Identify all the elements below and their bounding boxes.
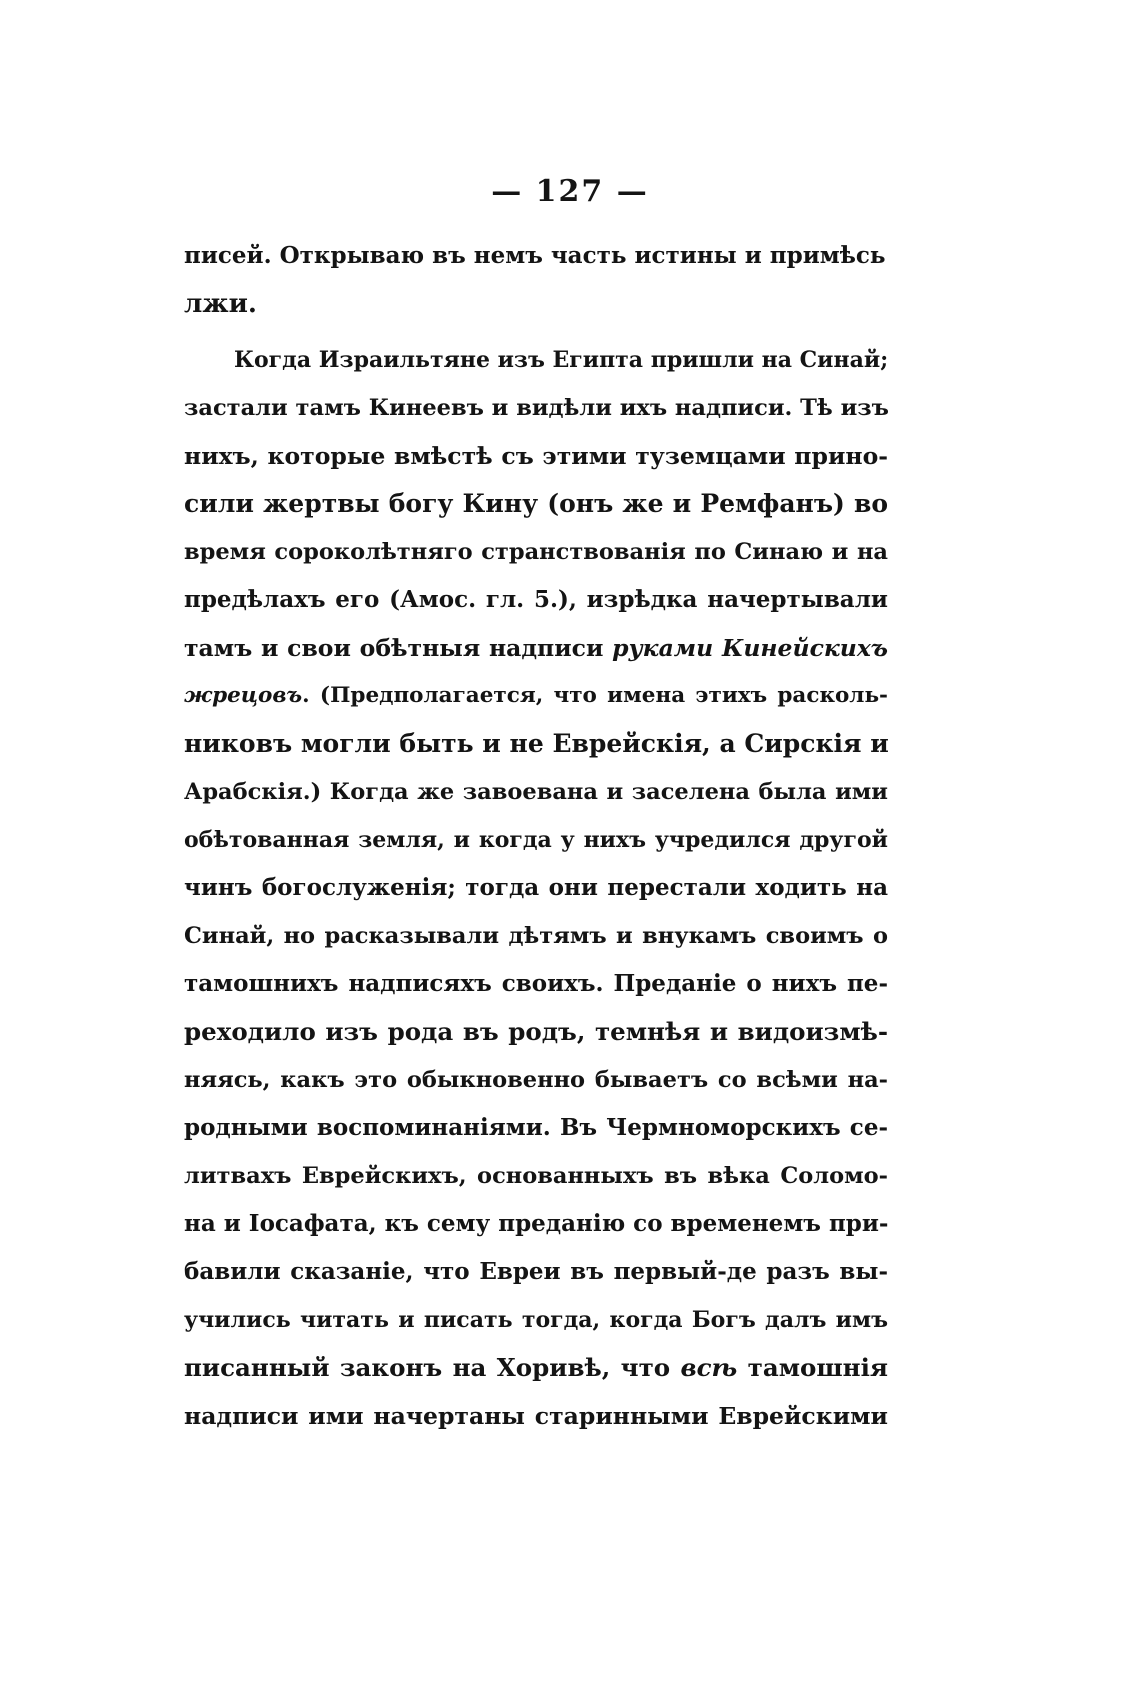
text-line: чинъ богослуженія; тогда они перестали ходить на	[184, 874, 888, 901]
text-line: лжи.	[184, 289, 257, 319]
text-line: бавили сказаніе, что Евреи въ первый-де разъ вы-	[184, 1258, 888, 1285]
body-text	[184, 232, 888, 1440]
text-line: никовъ могли быть и не Еврейскія, а Сирскія и	[184, 729, 889, 758]
text-line: надписи ими начертаны старинными Еврейскими	[184, 1402, 888, 1430]
paragraph-first-line: Когда Израильтяне изъ Египта пришли на Синай;	[234, 347, 889, 373]
text-line: учились читать и писать тогда, когда Богъ далъ имъ	[184, 1307, 888, 1333]
text-line: сили жертвы богу Кину (онъ же и Ремфанъ) во	[184, 489, 888, 518]
text-line: обѣтованная земля, и когда у нихъ учредился другой	[184, 827, 888, 853]
text-line: на и Іосафата, къ сему преданію со временемъ при-	[184, 1210, 889, 1237]
text-line: нихъ, которые вмѣстѣ съ этими туземцами прино-	[184, 442, 888, 470]
text-line: тамошнихъ надписяхъ своихъ. Преданіе о нихъ пе-	[184, 970, 888, 997]
text-line: писей. Открываю въ немъ часть истины и примѣсь	[184, 242, 886, 269]
text-line: предѣлахъ его (Амос. гл. 5.), изрѣдка начертывали	[184, 586, 888, 613]
text-line: время сороколѣтняго странствованія по Синаю и на	[184, 539, 888, 565]
text-line: родными воспоминаніями. Въ Чермноморскихъ се-	[184, 1114, 888, 1141]
text-line: жрецовъ. (Предполагается, что имена этихъ расколь-	[184, 683, 888, 708]
text-line: писанный законъ на Хоривѣ, что всѣ тамошнія	[184, 1353, 888, 1382]
italic-phrase: всѣ	[680, 1353, 738, 1382]
text-line: застали тамъ Кинеевъ и видѣли ихъ надписи. Тѣ изъ	[184, 395, 889, 421]
text-line: Арабскія.) Когда же завоевана и заселена была ими	[184, 779, 888, 805]
text-line: Синай, но расказывали дѣтямъ и внукамъ своимъ о	[184, 923, 888, 949]
italic-phrase: жрецовъ	[184, 683, 303, 708]
italic-phrase: руками Кинейскихъ	[612, 634, 888, 662]
page-number: — 127 —	[491, 174, 649, 209]
text-line: няясь, какъ это обыкновенно бываетъ со всѣми на-	[184, 1067, 888, 1093]
text-line: тамъ и свои обѣтныя надписи руками Кинейскихъ	[184, 634, 888, 662]
text-line: литвахъ Еврейскихъ, основанныхъ въ вѣка Соломо-	[184, 1163, 888, 1189]
text-line: реходило изъ рода въ родъ, темнѣя и видоизмѣ-	[184, 1017, 888, 1046]
